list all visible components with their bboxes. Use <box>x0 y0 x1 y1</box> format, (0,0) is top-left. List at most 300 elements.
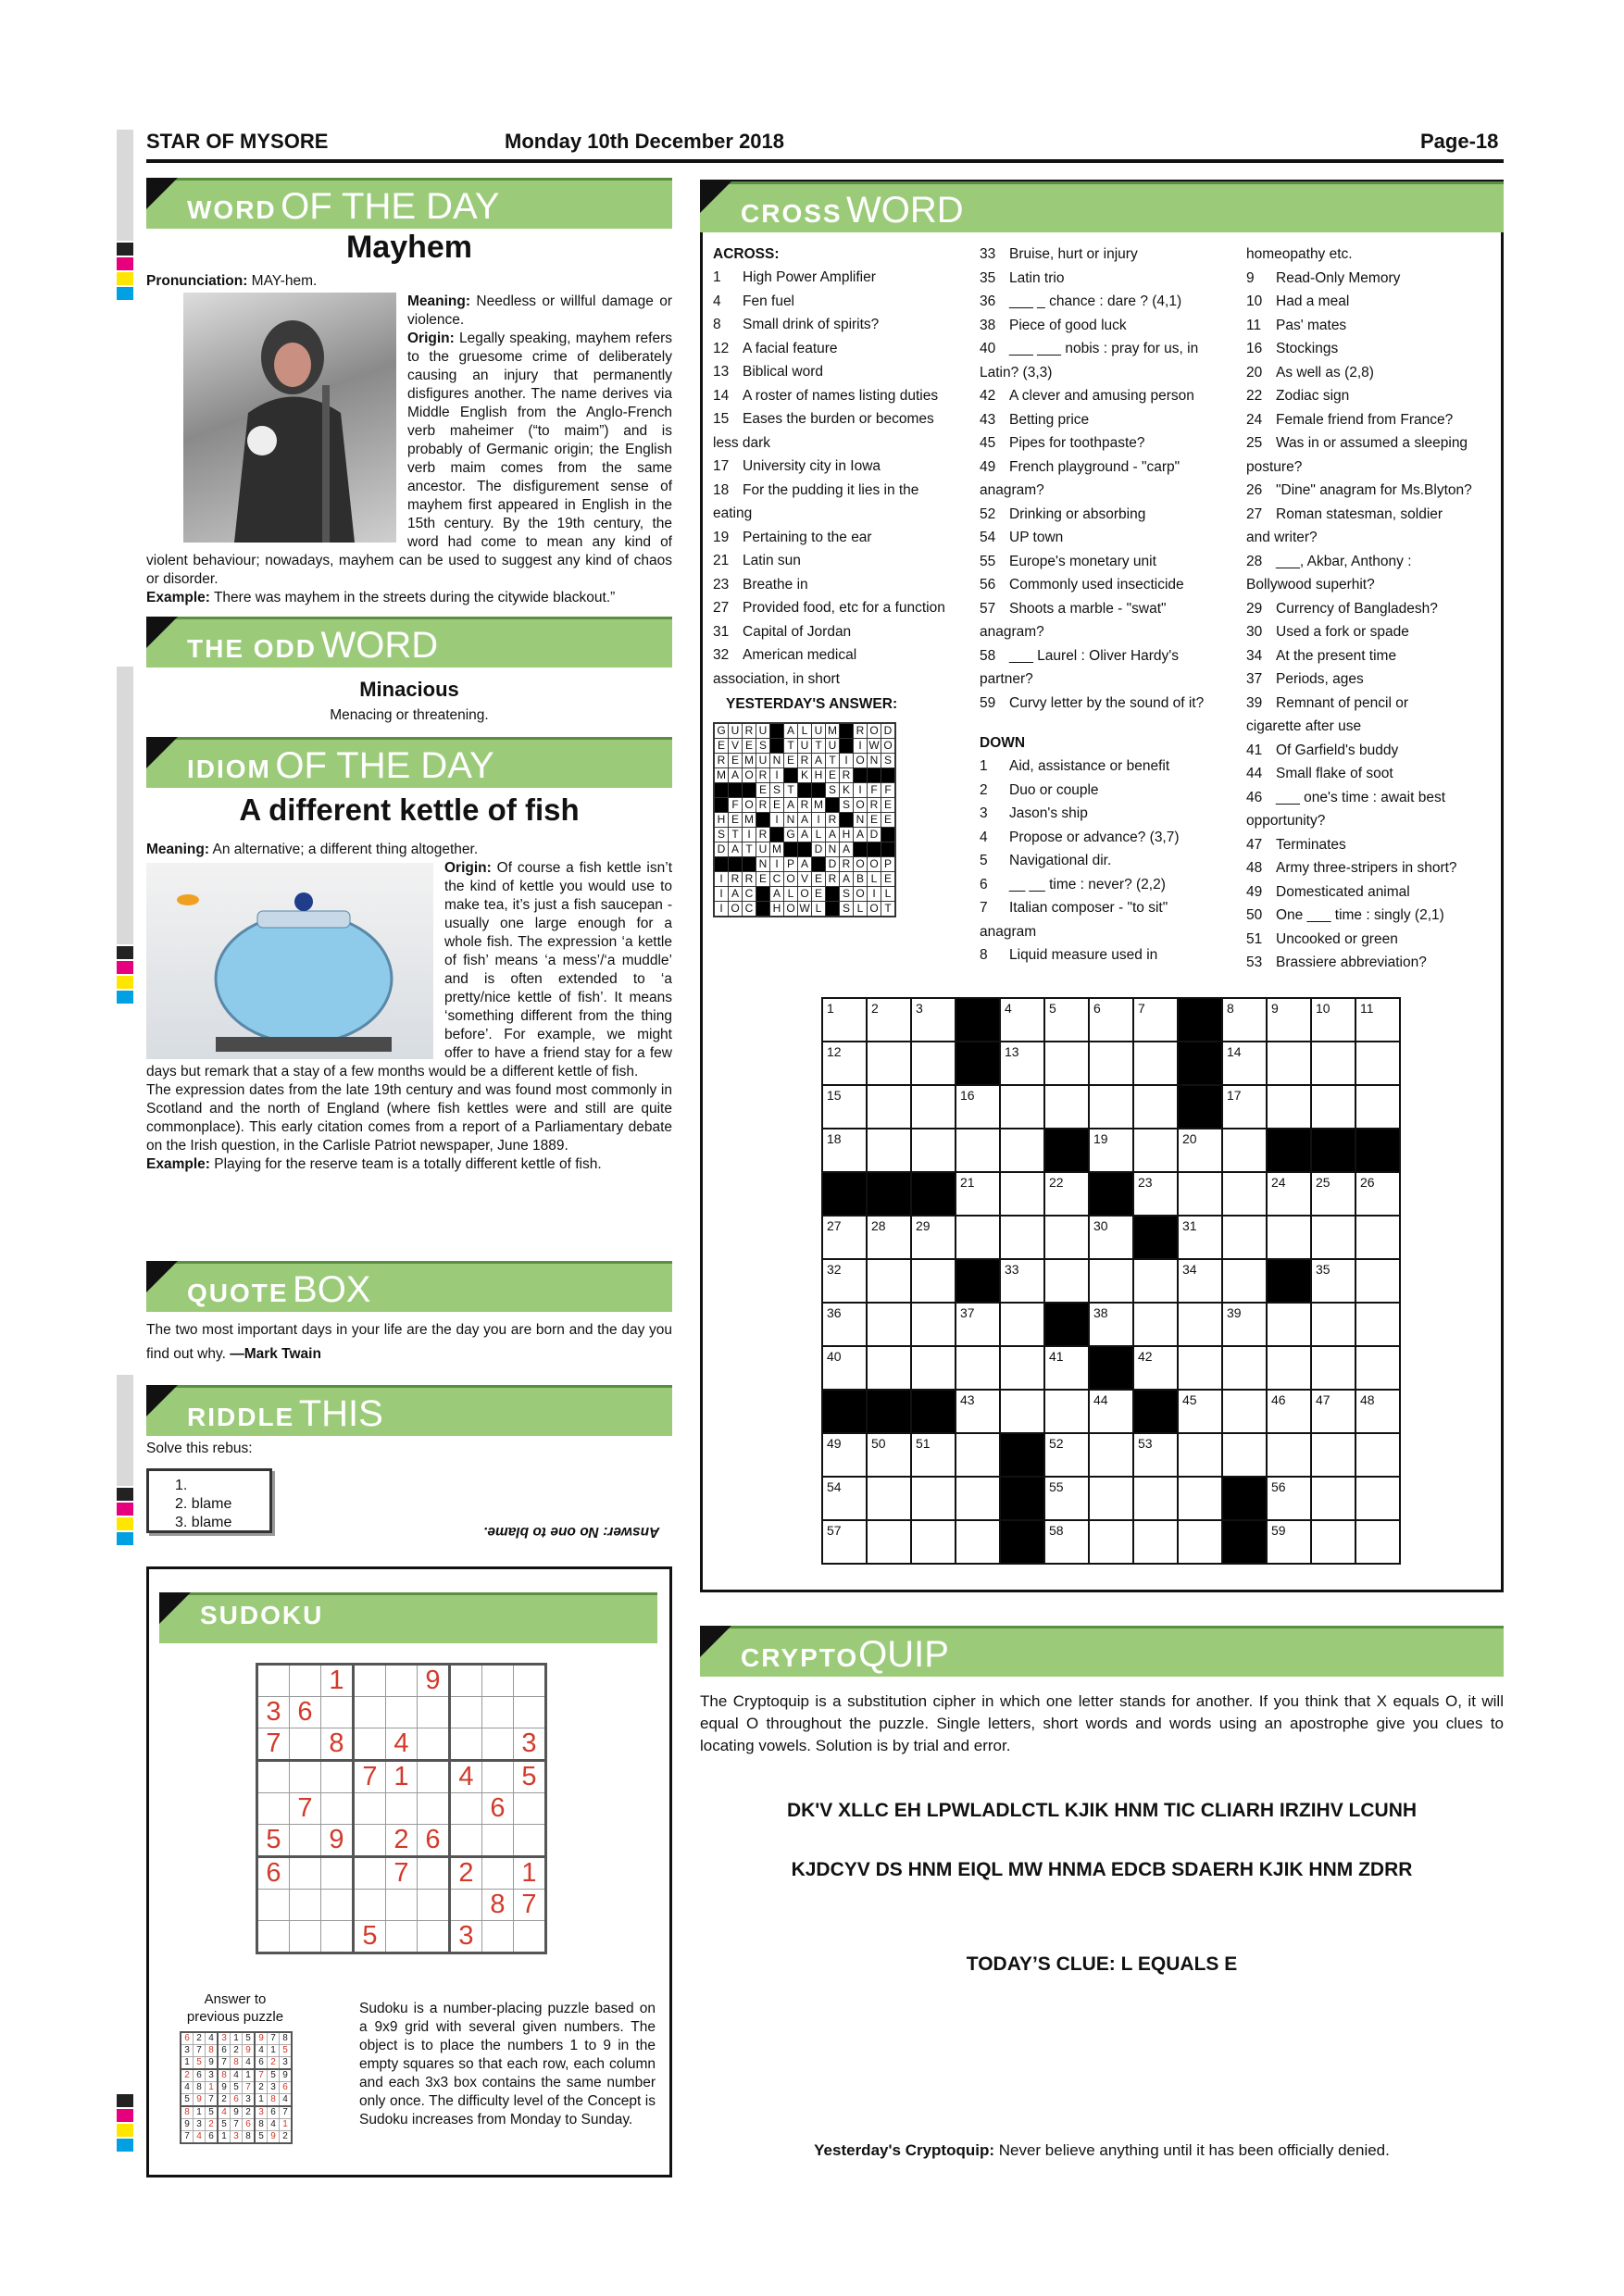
banner-corner <box>146 617 178 648</box>
crossword-cell[interactable] <box>822 1520 867 1564</box>
crossword-cell[interactable] <box>956 1346 1000 1390</box>
black-cell <box>1267 1259 1311 1303</box>
sudoku-cell[interactable]: 2 <box>386 1825 418 1857</box>
crossword-cell[interactable] <box>1222 1085 1267 1129</box>
crossword-cell[interactable] <box>1267 1042 1311 1085</box>
crossword-cell[interactable] <box>1222 998 1267 1042</box>
crossword-cell[interactable] <box>1222 1303 1267 1346</box>
crossword-cell[interactable] <box>1311 1477 1355 1520</box>
crossword-cell[interactable] <box>1355 998 1400 1042</box>
sudoku-cell[interactable]: 4 <box>386 1728 418 1761</box>
crossword-cell[interactable] <box>822 998 867 1042</box>
clue-text: As well as (2,8) <box>1276 364 1374 381</box>
crossword-cell[interactable] <box>1089 1390 1133 1433</box>
crossword-cell[interactable] <box>822 1216 867 1259</box>
prev-sudoku-cell: 7 <box>206 2094 219 2107</box>
crossword-cell[interactable] <box>1178 1390 1222 1433</box>
sudoku-cell[interactable]: 7 <box>386 1857 418 1890</box>
crossword-cell[interactable] <box>1089 1129 1133 1172</box>
clue-text: French playground - "carp" <box>1009 458 1181 475</box>
crossword-cell[interactable] <box>1133 998 1178 1042</box>
sudoku-cell[interactable]: 3 <box>450 1921 482 1953</box>
black-cell <box>1000 1433 1044 1477</box>
crossword-cell[interactable] <box>1222 1259 1267 1303</box>
clue-number: 4 <box>980 829 988 845</box>
cell-number: 2 <box>871 1001 879 1016</box>
swatch <box>117 1517 133 1530</box>
sudoku-cell[interactable] <box>354 1697 386 1728</box>
crossword-cell[interactable] <box>1133 1129 1178 1172</box>
sudoku-cell[interactable] <box>514 1921 546 1953</box>
crossword-cell[interactable] <box>1267 1303 1311 1346</box>
sudoku-cell[interactable] <box>321 1857 354 1890</box>
crossword-cell[interactable] <box>1044 1346 1089 1390</box>
clue-text: ___, Akbar, Anthony : <box>1276 553 1412 569</box>
crossword-cell[interactable] <box>1222 1129 1267 1172</box>
clue-item <box>1246 384 1504 408</box>
sudoku-cell[interactable] <box>290 1857 321 1890</box>
sudoku-cell[interactable]: 7 <box>514 1890 546 1921</box>
cell-number: 27 <box>827 1218 842 1233</box>
crossword-cell[interactable] <box>1355 1390 1400 1433</box>
sudoku-cell[interactable] <box>257 1761 290 1793</box>
crossword-cell[interactable] <box>1222 1216 1267 1259</box>
clue-item <box>1246 856 1504 880</box>
sudoku-cell[interactable] <box>386 1697 418 1728</box>
crossword-cell[interactable] <box>911 1259 956 1303</box>
crossword-cell[interactable] <box>1267 1390 1311 1433</box>
sudoku-cell[interactable] <box>321 1890 354 1921</box>
sudoku-cell[interactable]: 3 <box>514 1728 546 1761</box>
crossword-cell[interactable] <box>956 1433 1000 1477</box>
answer-cell: A <box>812 754 826 768</box>
crossword-cell[interactable] <box>1133 1346 1178 1390</box>
crossword-cell[interactable] <box>867 1346 911 1390</box>
crossword-cell[interactable] <box>1311 1433 1355 1477</box>
clue-text: Capital of Jordan <box>743 623 852 640</box>
crossword-cell[interactable] <box>1133 1042 1178 1085</box>
answer-cell: E <box>743 739 756 754</box>
clue-item <box>980 873 1239 897</box>
crossword-cell[interactable] <box>1267 1346 1311 1390</box>
crossword-cell[interactable] <box>1355 1172 1400 1216</box>
crossword-cell[interactable] <box>822 1303 867 1346</box>
crossword-cell[interactable] <box>1311 1085 1355 1129</box>
clue-item <box>980 290 1239 314</box>
sudoku-cell[interactable] <box>354 1890 386 1921</box>
sudoku-cell[interactable] <box>482 1921 514 1953</box>
crossword-cell[interactable] <box>956 1303 1000 1346</box>
clue-item <box>980 779 1239 803</box>
crossword-cell[interactable] <box>1044 1477 1089 1520</box>
clue-number: 52 <box>980 505 996 522</box>
answer-cell: K <box>840 783 854 798</box>
prev-sudoku-cell: 8 <box>181 2106 194 2119</box>
sudoku-cell[interactable] <box>482 1665 514 1697</box>
crossword-cell[interactable] <box>1355 1433 1400 1477</box>
crossword-cell[interactable] <box>1355 1477 1400 1520</box>
crossword-cell[interactable] <box>1355 1085 1400 1129</box>
crossword-cell[interactable] <box>911 1042 956 1085</box>
crossword-cell[interactable] <box>1311 1216 1355 1259</box>
crossword-cell[interactable] <box>1089 1042 1133 1085</box>
crossword-cell[interactable] <box>1089 1216 1133 1259</box>
crossword-cell[interactable] <box>1178 1259 1222 1303</box>
crossword-cell[interactable] <box>911 1085 956 1129</box>
crossword-cell[interactable] <box>1089 1259 1133 1303</box>
crossword-cell[interactable] <box>867 1259 911 1303</box>
crossword-cell[interactable] <box>1089 1477 1133 1520</box>
answer-black-cell <box>798 842 812 857</box>
crossword-cell[interactable] <box>1311 1520 1355 1564</box>
crossword-cell[interactable] <box>1044 1433 1089 1477</box>
sudoku-cell[interactable] <box>418 1890 450 1921</box>
sudoku-cell[interactable]: 5 <box>257 1825 290 1857</box>
sudoku-cell[interactable]: 2 <box>450 1857 482 1890</box>
cell-number: 8 <box>1227 1001 1234 1016</box>
crossword-cell[interactable] <box>1000 1042 1044 1085</box>
sudoku-cell[interactable] <box>321 1761 354 1793</box>
crossword-cell[interactable] <box>956 1390 1000 1433</box>
crossword-cell[interactable] <box>822 1129 867 1172</box>
sudoku-cell[interactable] <box>450 1697 482 1728</box>
crossword-cell[interactable] <box>1133 1433 1178 1477</box>
answer-cell: N <box>826 842 840 857</box>
crossword-cell[interactable] <box>911 1129 956 1172</box>
crossword-cell[interactable] <box>1178 1172 1222 1216</box>
crossword-cell[interactable] <box>1044 1042 1089 1085</box>
sudoku-cell[interactable] <box>482 1728 514 1761</box>
crossword-cell[interactable] <box>867 1520 911 1564</box>
crossword-cell[interactable] <box>1089 1433 1133 1477</box>
clue-number: 46 <box>1246 789 1263 805</box>
clue-item: posture? <box>1246 458 1303 475</box>
sudoku-cell[interactable] <box>386 1890 418 1921</box>
sudoku-cell[interactable] <box>290 1665 321 1697</box>
crossword-cell[interactable] <box>1178 1433 1222 1477</box>
sudoku-cell[interactable] <box>450 1665 482 1697</box>
sudoku-cell[interactable] <box>290 1728 321 1761</box>
sudoku-cell[interactable] <box>257 1890 290 1921</box>
cell-number: 23 <box>1138 1175 1153 1190</box>
crossword-cell[interactable] <box>1133 1477 1178 1520</box>
crossword-cell[interactable] <box>1089 998 1133 1042</box>
sudoku-cell[interactable] <box>354 1857 386 1890</box>
crossword-cell[interactable] <box>1044 1085 1089 1129</box>
sudoku-cell[interactable] <box>257 1921 290 1953</box>
crossword-cell[interactable] <box>1133 1520 1178 1564</box>
clue-item <box>713 620 972 644</box>
crossword-cell[interactable] <box>1267 1520 1311 1564</box>
clue-number: 3 <box>980 805 988 821</box>
crossword-cell[interactable] <box>822 1042 867 1085</box>
sudoku-cell[interactable]: 7 <box>257 1728 290 1761</box>
sudoku-cell[interactable] <box>257 1665 290 1697</box>
clue-text: Stockings <box>1276 341 1339 356</box>
crossword-cell[interactable] <box>867 1042 911 1085</box>
sudoku-cell[interactable] <box>482 1697 514 1728</box>
sudoku-cell[interactable] <box>257 1793 290 1825</box>
crossword-cell[interactable] <box>1311 1346 1355 1390</box>
sudoku-cell[interactable] <box>290 1921 321 1953</box>
crossword-cell[interactable] <box>867 1303 911 1346</box>
black-cell <box>1355 1129 1400 1172</box>
crossword-cell[interactable] <box>1267 998 1311 1042</box>
sudoku-cell[interactable]: 9 <box>418 1665 450 1697</box>
sudoku-cell[interactable] <box>450 1825 482 1857</box>
crossword-cell[interactable] <box>956 1216 1000 1259</box>
crossword-cell[interactable] <box>867 1085 911 1129</box>
crossword-cell[interactable] <box>1044 1259 1089 1303</box>
clue-item <box>1246 361 1504 385</box>
answer-cell: D <box>812 842 826 857</box>
prev-sudoku-cell: 5 <box>243 2032 256 2045</box>
crossword-cell[interactable] <box>1178 1477 1222 1520</box>
sudoku-cell[interactable]: 4 <box>450 1761 482 1793</box>
sudoku-cell[interactable] <box>354 1825 386 1857</box>
crossword-cell[interactable] <box>911 1477 956 1520</box>
crossword-cell[interactable] <box>1311 1390 1355 1433</box>
clue-text: Liquid measure used in <box>1009 947 1158 963</box>
crossword-cell[interactable] <box>1311 1172 1355 1216</box>
sudoku-cell[interactable]: 5 <box>354 1921 386 1953</box>
clue-item: anagram? <box>980 624 1044 640</box>
clue-number: 12 <box>713 340 730 356</box>
meaning-label: Meaning: <box>407 293 471 309</box>
crossword-cell[interactable] <box>1133 1172 1178 1216</box>
clue-item <box>980 573 1239 597</box>
crossword-cell[interactable] <box>1178 1520 1222 1564</box>
crossword-cell[interactable] <box>1222 1346 1267 1390</box>
crossword-cell[interactable] <box>911 1303 956 1346</box>
crossword-cell[interactable] <box>911 1216 956 1259</box>
crossword-cell[interactable] <box>1089 1520 1133 1564</box>
crossword-cell[interactable] <box>1089 1303 1133 1346</box>
clue-text: Periods, ages <box>1276 671 1364 687</box>
crossword-cell[interactable] <box>1355 1520 1400 1564</box>
crossword-cell[interactable] <box>1355 1216 1400 1259</box>
sudoku-cell[interactable] <box>450 1890 482 1921</box>
prev-sudoku-cell: 7 <box>280 2106 293 2119</box>
answer-cell: T <box>784 783 798 798</box>
crossword-cell[interactable] <box>911 1520 956 1564</box>
crossword-cell[interactable] <box>1000 1172 1044 1216</box>
clue-item <box>713 643 972 668</box>
crossword-cell[interactable] <box>867 998 911 1042</box>
sudoku-cell[interactable]: 1 <box>321 1665 354 1697</box>
crossword-cell[interactable] <box>911 1433 956 1477</box>
crossword-cell[interactable] <box>822 1433 867 1477</box>
crossword-cell[interactable] <box>1000 1303 1044 1346</box>
sudoku-cell[interactable] <box>418 1921 450 1953</box>
answer-cell: A <box>840 842 854 857</box>
quote-banner <box>146 1261 672 1312</box>
clue-text: Zodiac sign <box>1276 388 1350 404</box>
crossword-cell[interactable] <box>1355 1042 1400 1085</box>
crossword-cell[interactable] <box>1000 1216 1044 1259</box>
crossword-cell[interactable] <box>1133 1259 1178 1303</box>
sudoku-cell[interactable] <box>290 1890 321 1921</box>
sudoku-cell[interactable] <box>514 1665 546 1697</box>
sudoku-cell[interactable] <box>450 1793 482 1825</box>
clue-text: Had a meal <box>1276 293 1350 309</box>
crossword-cell[interactable] <box>1000 1085 1044 1129</box>
crossword-cell[interactable] <box>1178 1129 1222 1172</box>
crossword-cell[interactable] <box>1222 1433 1267 1477</box>
crossword-cell[interactable] <box>822 1477 867 1520</box>
answer-cell: F <box>868 783 881 798</box>
crossword-cell[interactable] <box>1133 1085 1178 1129</box>
crossword-cell[interactable] <box>1222 1172 1267 1216</box>
sudoku-cell[interactable] <box>514 1825 546 1857</box>
cipher-line-1: DK'V XLLC EH LPWLADLCTL KJIK HNM TIC CLIARH IRZIHV LCUNH <box>786 1800 1418 1821</box>
cell-number: 28 <box>871 1218 886 1233</box>
sudoku-cell[interactable]: 8 <box>321 1728 354 1761</box>
sudoku-cell[interactable] <box>321 1921 354 1953</box>
sudoku-cell[interactable] <box>386 1665 418 1697</box>
sudoku-cell[interactable]: 1 <box>386 1761 418 1793</box>
clue-item <box>1246 337 1504 361</box>
crossword-cell[interactable] <box>956 1172 1000 1216</box>
sudoku-cell[interactable]: 8 <box>482 1890 514 1921</box>
banner-large: THIS <box>298 1393 383 1434</box>
sudoku-cell[interactable]: 5 <box>514 1761 546 1793</box>
clue-number: 53 <box>1246 955 1263 970</box>
crossword-cell[interactable] <box>1000 1390 1044 1433</box>
sudoku-cell[interactable]: 6 <box>482 1793 514 1825</box>
crossword-cell[interactable] <box>1222 1042 1267 1085</box>
crossword-cell[interactable] <box>1000 998 1044 1042</box>
crossword-cell[interactable] <box>1044 998 1089 1042</box>
crossword-cell[interactable] <box>867 1477 911 1520</box>
crossword-cell[interactable] <box>1044 1216 1089 1259</box>
prev-sudoku-cell: 6 <box>231 2094 243 2107</box>
sudoku-cell[interactable] <box>321 1793 354 1825</box>
crossword-cell[interactable] <box>1355 1259 1400 1303</box>
crossword-cell[interactable] <box>1178 1346 1222 1390</box>
crossword-cell[interactable] <box>867 1216 911 1259</box>
sudoku-cell[interactable] <box>514 1697 546 1728</box>
sudoku-cell[interactable]: 6 <box>418 1825 450 1857</box>
banner-text <box>187 186 499 228</box>
crossword-cell[interactable] <box>1089 1085 1133 1129</box>
answer-black-cell <box>840 723 854 739</box>
sudoku-cell[interactable] <box>482 1825 514 1857</box>
crossword-cell[interactable] <box>1044 1172 1089 1216</box>
crossword-cell[interactable] <box>1311 998 1355 1042</box>
sudoku-cell[interactable] <box>482 1761 514 1793</box>
crossword-cell[interactable] <box>822 1085 867 1129</box>
black-cell <box>1178 998 1222 1042</box>
sudoku-cell[interactable]: 3 <box>257 1697 290 1728</box>
clue-text: Domesticated animal <box>1276 883 1410 900</box>
sudoku-cell[interactable]: 6 <box>290 1697 321 1728</box>
sudoku-cell[interactable] <box>386 1793 418 1825</box>
clue-number: 56 <box>980 577 996 593</box>
clue-number: 9 <box>1246 269 1255 286</box>
crossword-cell[interactable] <box>956 1520 1000 1564</box>
crossword-cell[interactable] <box>867 1433 911 1477</box>
sudoku-cell[interactable] <box>418 1697 450 1728</box>
crossword-cell[interactable] <box>956 1477 1000 1520</box>
answer-cell: I <box>714 872 729 887</box>
clue-item: anagram <box>980 923 1037 940</box>
crossword-cell[interactable] <box>1222 1390 1267 1433</box>
crossword-cell[interactable] <box>1267 1477 1311 1520</box>
sudoku-cell[interactable]: 7 <box>290 1793 321 1825</box>
sudoku-cell[interactable] <box>290 1825 321 1857</box>
sudoku-cell[interactable] <box>482 1857 514 1890</box>
crossword-cell[interactable] <box>1000 1129 1044 1172</box>
answer-cell: P <box>784 857 798 872</box>
sudoku-cell[interactable] <box>321 1697 354 1728</box>
crossword-cell[interactable] <box>1267 1085 1311 1129</box>
crossword-cell[interactable] <box>1267 1172 1311 1216</box>
sudoku-cell[interactable] <box>418 1793 450 1825</box>
crossword-cell[interactable] <box>1267 1433 1311 1477</box>
crossword-cell[interactable] <box>1311 1303 1355 1346</box>
sudoku-cell[interactable]: 9 <box>321 1825 354 1857</box>
crossword-cell[interactable] <box>911 998 956 1042</box>
crossword-cell[interactable] <box>1000 1346 1044 1390</box>
crossword-cell[interactable] <box>1267 1216 1311 1259</box>
crossword-cell[interactable] <box>1355 1303 1400 1346</box>
crossword-cell[interactable] <box>1178 1216 1222 1259</box>
sudoku-cell[interactable] <box>354 1665 386 1697</box>
crossword-cell[interactable] <box>956 1085 1000 1129</box>
crossword-cell[interactable] <box>1044 1390 1089 1433</box>
clue-item <box>1246 479 1504 503</box>
crossword-cell[interactable] <box>822 1346 867 1390</box>
sudoku-cell[interactable] <box>418 1857 450 1890</box>
sudoku-cell[interactable] <box>514 1793 546 1825</box>
prev-sudoku-cell: 3 <box>243 2094 256 2107</box>
sudoku-cell[interactable] <box>354 1793 386 1825</box>
crossword-cell[interactable] <box>822 1259 867 1303</box>
answer-cell: M <box>770 842 784 857</box>
crossword-cell[interactable] <box>1178 1303 1222 1346</box>
crossword-cell[interactable] <box>1311 1042 1355 1085</box>
crossword-cell[interactable] <box>911 1346 956 1390</box>
crossword-cell[interactable] <box>956 1129 1000 1172</box>
crossword-cell[interactable] <box>1355 1346 1400 1390</box>
cell-number: 21 <box>960 1175 975 1190</box>
prev-sudoku-cell: 8 <box>255 2119 268 2131</box>
sudoku-cell[interactable]: 7 <box>354 1761 386 1793</box>
clue-text: Navigational dir. <box>1009 853 1112 868</box>
prev-sudoku-cell: 2 <box>181 2069 194 2082</box>
prev-sudoku-cell: 9 <box>218 2082 231 2094</box>
crossword-cell[interactable] <box>1044 1520 1089 1564</box>
crossword-cell[interactable] <box>1311 1259 1355 1303</box>
clue-item <box>713 573 972 597</box>
sudoku-cell[interactable] <box>386 1921 418 1953</box>
prev-sudoku-cell: 9 <box>280 2069 293 2082</box>
sudoku-cell[interactable]: 1 <box>514 1857 546 1890</box>
idiom-banner <box>146 737 672 788</box>
banner-corner <box>146 178 178 209</box>
crossword-cell[interactable] <box>867 1129 911 1172</box>
banner-text <box>187 625 438 667</box>
sudoku-cell[interactable] <box>354 1728 386 1761</box>
sudoku-cell[interactable]: 6 <box>257 1857 290 1890</box>
crossword-cell[interactable] <box>1000 1259 1044 1303</box>
sudoku-cell[interactable] <box>418 1761 450 1793</box>
crossword-cell[interactable] <box>1133 1303 1178 1346</box>
sudoku-cell[interactable] <box>418 1728 450 1761</box>
sudoku-cell[interactable] <box>450 1728 482 1761</box>
sudoku-cell[interactable] <box>290 1761 321 1793</box>
